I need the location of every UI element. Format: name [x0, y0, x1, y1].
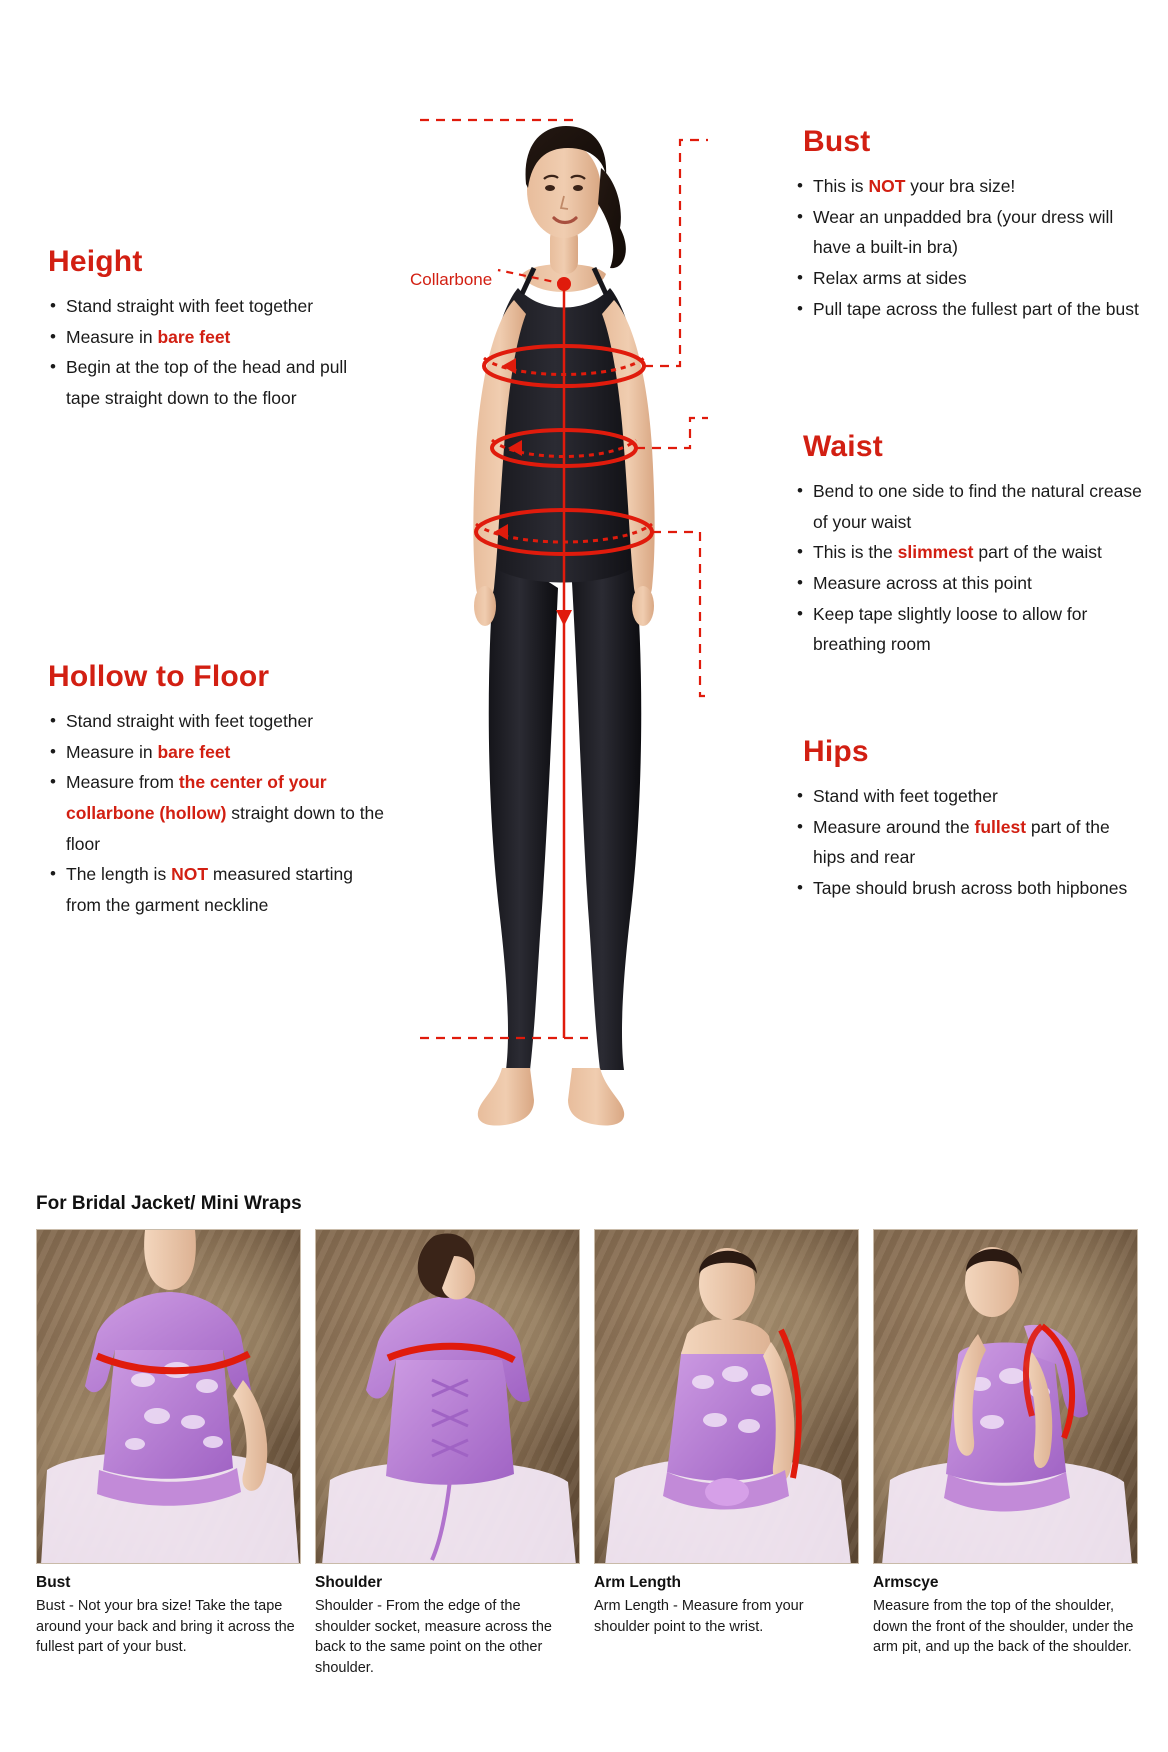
- bridal-jacket-arm-length-photo: [594, 1229, 859, 1564]
- card-title-armscye: Armscye: [873, 1574, 939, 1591]
- list-item: • Keep tape slightly loose to allow for breathing room: [795, 599, 1150, 660]
- list-item: • This is NOT your bra size!: [795, 171, 1140, 202]
- collarbone-label: Collarbone: [410, 270, 493, 289]
- section-title-bust: Bust: [803, 125, 871, 158]
- card-text-bust: Bust - Not your bra size! Take the tape around your back and bring it across the fullest part of your bust.: [36, 1598, 295, 1656]
- section-bust: [795, 125, 1140, 324]
- list-item: • Measure from the center of your collarbone (hollow) straight down to the floor: [48, 767, 388, 859]
- section-waist: [795, 430, 1150, 660]
- list-item: • Begin at the top of the head and pull tape straight down to the floor: [48, 352, 378, 413]
- list-item: • Stand straight with feet together: [48, 706, 388, 737]
- bridal-jacket-armscye-photo: [873, 1229, 1138, 1564]
- card-text-armscye: Measure from the top of the shoulder, down the front of the shoulder, under the arm pit, and up the back of the shoulder.: [873, 1598, 1134, 1656]
- list-item: • Measure around the fullest part of the hips and rear: [795, 812, 1140, 873]
- list-item: • The length is NOT measured starting from the garment neckline: [48, 859, 388, 920]
- section-hollow-to-floor: [48, 660, 388, 920]
- bridal-jacket-shoulder-photo: [315, 1229, 580, 1564]
- section-hips: [795, 735, 1140, 904]
- bridal-jacket-cards: [36, 1229, 1132, 1678]
- list-item: • Pull tape across the fullest part of the bust: [795, 294, 1140, 325]
- card-armscye: [873, 1229, 1138, 1678]
- card-text-shoulder: Shoulder - From the edge of the shoulder socket, measure across the back to the same point on the other shoulder.: [315, 1598, 552, 1676]
- card-text-arm-length: Arm Length - Measure from your shoulder point to the wrist.: [594, 1598, 804, 1635]
- list-item: • Stand with feet together: [795, 781, 1140, 812]
- list-item: • Measure across at this point: [795, 568, 1150, 599]
- list-item: • Wear an unpadded bra (your dress will have a built-in bra): [795, 202, 1140, 263]
- bridal-jacket-section: [0, 1185, 1168, 1752]
- section-bullets-hips: [795, 781, 1140, 904]
- section-title-hollow-to-floor: Hollow to Floor: [48, 660, 270, 693]
- card-arm-length: [594, 1229, 859, 1678]
- list-item: • Stand straight with feet together: [48, 291, 378, 322]
- list-item: • Tape should brush across both hipbones: [795, 873, 1140, 904]
- list-item: • This is the slimmest part of the waist: [795, 537, 1150, 568]
- card-title-bust: Bust: [36, 1574, 71, 1591]
- list-item: • Relax arms at sides: [795, 263, 1140, 294]
- section-height: [48, 245, 378, 414]
- card-shoulder: [315, 1229, 580, 1678]
- card-title-shoulder: Shoulder: [315, 1574, 383, 1591]
- section-bullets-waist: [795, 476, 1150, 660]
- section-title-height: Height: [48, 245, 143, 278]
- bridal-jacket-title: For Bridal Jacket/ Mini Wraps: [36, 1193, 302, 1214]
- section-bullets-hollow-to-floor: [48, 706, 388, 920]
- bridal-jacket-bust-photo: [36, 1229, 301, 1564]
- section-title-waist: Waist: [803, 430, 883, 463]
- section-title-hips: Hips: [803, 735, 869, 768]
- section-bullets-bust: [795, 171, 1140, 324]
- section-bullets-height: [48, 291, 378, 414]
- card-title-arm-length: Arm Length: [594, 1574, 681, 1591]
- card-bust: [36, 1229, 301, 1678]
- list-item: • Measure in bare feet: [48, 737, 388, 768]
- list-item: • Bend to one side to find the natural crease of your waist: [795, 476, 1150, 537]
- list-item: • Measure in bare feet: [48, 322, 378, 353]
